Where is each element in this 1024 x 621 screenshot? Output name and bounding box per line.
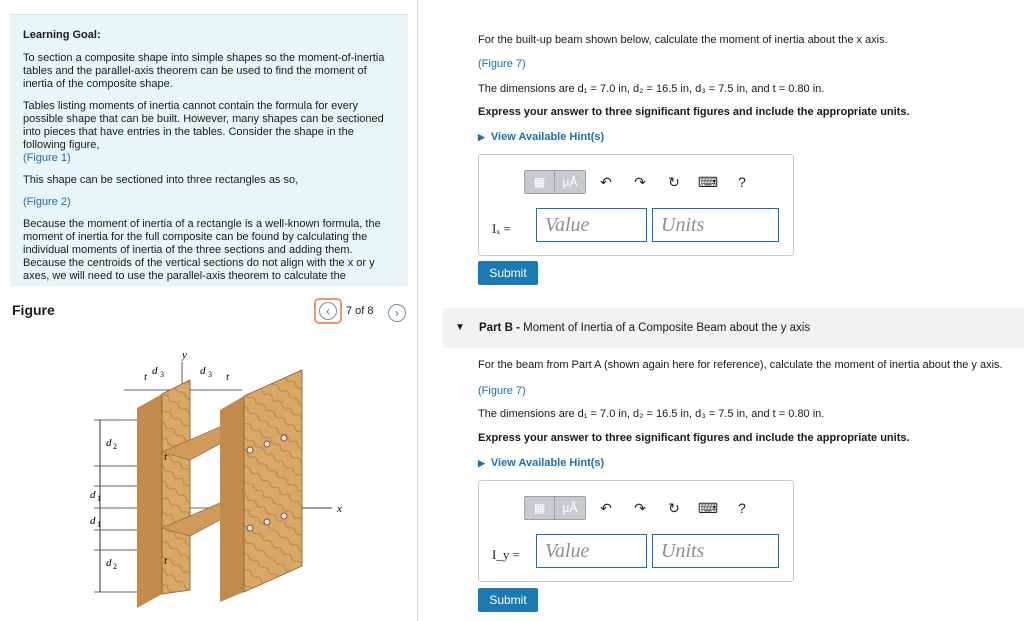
units-button[interactable]: μÅ [555, 497, 585, 519]
figure-sub-1-bottom: 1 [97, 520, 101, 529]
figure-label-d2-bottom: d [106, 557, 112, 569]
chevron-left-icon: ‹ [319, 302, 337, 320]
figure-label-d3-left: d [152, 365, 158, 377]
part-b-units-input[interactable]: Units [652, 534, 779, 568]
figure-label-t-right: t [226, 371, 230, 383]
goal-p2-text: Tables listing moments of inertia cannot contain the formula for every possible shape that can be built. However, many shapes can be sectioned into pieces that have entries in the tables. Consider the shape in the following figure, [23, 100, 384, 151]
part-b-figure-7-link[interactable]: (Figure 7) [478, 385, 526, 397]
figure-label-t-flange-top: t [164, 451, 168, 463]
part-b-title-rest: Moment of Inertia of a Composite Beam about the y axis [523, 322, 811, 334]
figure-sub-1-top: 1 [97, 494, 101, 503]
reset-icon[interactable]: ↻ [668, 173, 680, 190]
learning-goal-title: Learning Goal: [23, 29, 101, 41]
part-a-instructions: Express your answer to three significant figures and include the appropriate units. [478, 106, 910, 118]
left-board-side [137, 394, 162, 608]
caret-right-icon: ▶ [478, 458, 485, 468]
templates-group [524, 496, 586, 520]
part-b-hint-link[interactable] [478, 456, 604, 470]
part-b-toolbar [524, 495, 756, 521]
figure-label-x: x [337, 503, 342, 515]
part-b-hint-text: View Available Hint(s) [490, 457, 605, 469]
part-b-submit-button[interactable]: Submit [478, 588, 538, 612]
figure-sub-2-top: 2 [113, 442, 117, 451]
help-icon[interactable]: ? [738, 174, 746, 190]
right-board-side [220, 396, 244, 602]
templates-button[interactable]: ▦ [525, 497, 555, 519]
chevron-right-icon: › [388, 304, 406, 322]
part-a-answer-box [478, 154, 794, 256]
templates-button[interactable]: ▦ [525, 171, 555, 193]
figure-label-d1-bottom: d [90, 515, 96, 527]
keyboard-icon[interactable]: ⌨ [697, 499, 719, 516]
part-a-intro: For the built-up beam shown below, calculate the moment of inertia about the x axis. [478, 34, 888, 46]
part-b-value-input[interactable]: Value [536, 534, 647, 568]
part-b-title-bold: Part B - [479, 322, 520, 334]
caret-down-icon: ▼ [455, 322, 465, 333]
part-a-submit-button[interactable]: Submit [478, 261, 538, 285]
help-icon[interactable]: ? [738, 500, 746, 516]
part-b-title [479, 322, 810, 334]
figure-sub-3-right: 3 [208, 370, 212, 379]
templates-group [524, 170, 586, 194]
part-a-units-input[interactable]: Units [652, 208, 779, 242]
learning-goal-paragraph-4: Because the moment of inertia of a rectangle is a well-known formula, the moment of inertia for the full composite can be found by calculating the individual moments of inertia of the three sections and adding them. Because the centroids of the vertical sections do not align with the x or y axes, we will need to use the parallel-axis theorem to calculate the [23, 218, 381, 282]
reset-icon[interactable]: ↻ [668, 499, 680, 516]
previous-figure-button[interactable] [314, 298, 342, 324]
learning-goal-paragraph-2 [23, 100, 396, 165]
right-board [244, 370, 302, 592]
redo-icon[interactable]: ↷ [634, 173, 646, 190]
units-button[interactable]: μÅ [555, 171, 585, 193]
part-b-answer-label: I_y = [492, 547, 520, 562]
keyboard-icon[interactable]: ⌨ [697, 173, 719, 190]
part-a-dimensions: The dimensions are d₁ = 7.0 in, d₂ = 16.5 in, d₃ = 7.5 in, and t = 0.80 in. [478, 83, 825, 95]
figure-label-d2-top: d [106, 437, 112, 449]
redo-icon[interactable]: ↷ [634, 499, 646, 516]
part-b-dimensions: The dimensions are d₁ = 7.0 in, d₂ = 16.5 in, d₃ = 7.5 in, and t = 0.80 in. [478, 408, 825, 420]
figure-label-d3-right: d [200, 365, 206, 377]
figure-counter: 7 of 8 [346, 305, 374, 317]
part-a-answer-label: Iₓ = [492, 221, 511, 236]
learning-goal-box [10, 14, 408, 286]
figure-label-d1-top: d [90, 489, 96, 501]
caret-right-icon: ▶ [478, 132, 485, 142]
part-b-answer-box [478, 480, 794, 582]
figure-sub-3-left: 3 [160, 370, 164, 379]
next-figure-button[interactable] [386, 302, 408, 324]
figure-2-link[interactable]: (Figure 2) [23, 196, 71, 208]
undo-icon[interactable]: ↶ [600, 499, 612, 516]
part-a-figure-7-link[interactable]: (Figure 7) [478, 58, 526, 70]
learning-goal-paragraph-1: To section a composite shape into simple shapes so the moment-of-inertia tables and the parallel-axis theorem can be used to find the moment of inertia of the composite shape. [23, 52, 385, 90]
figure-1-link[interactable]: (Figure 1) [23, 152, 71, 164]
figure-label-t-left: t [144, 371, 148, 383]
undo-icon[interactable]: ↶ [600, 173, 612, 190]
figure-label-t-flange-bottom: t [164, 555, 168, 567]
part-b-instructions: Express your answer to three significant figures and include the appropriate units. [478, 432, 910, 444]
part-b-header[interactable] [443, 308, 1024, 348]
part-a-value-input[interactable]: Value [536, 208, 647, 242]
built-up-beam-figure [12, 340, 408, 610]
figure-label-y: y [182, 349, 187, 361]
part-a-hint-link[interactable] [478, 130, 604, 144]
learning-goal-paragraph-3: This shape can be sectioned into three rectangles as so, [23, 174, 299, 186]
figure-header [10, 298, 408, 326]
right-panel [419, 0, 1024, 621]
left-panel [0, 0, 418, 621]
figure-title: Figure [12, 302, 55, 318]
part-b-intro: For the beam from Part A (shown again here for reference), calculate the moment of inertia about the y axis. [478, 359, 1003, 371]
figure-sub-2-bottom: 2 [113, 562, 117, 571]
part-a-toolbar [524, 169, 756, 195]
part-a-hint-text: View Available Hint(s) [490, 131, 605, 143]
